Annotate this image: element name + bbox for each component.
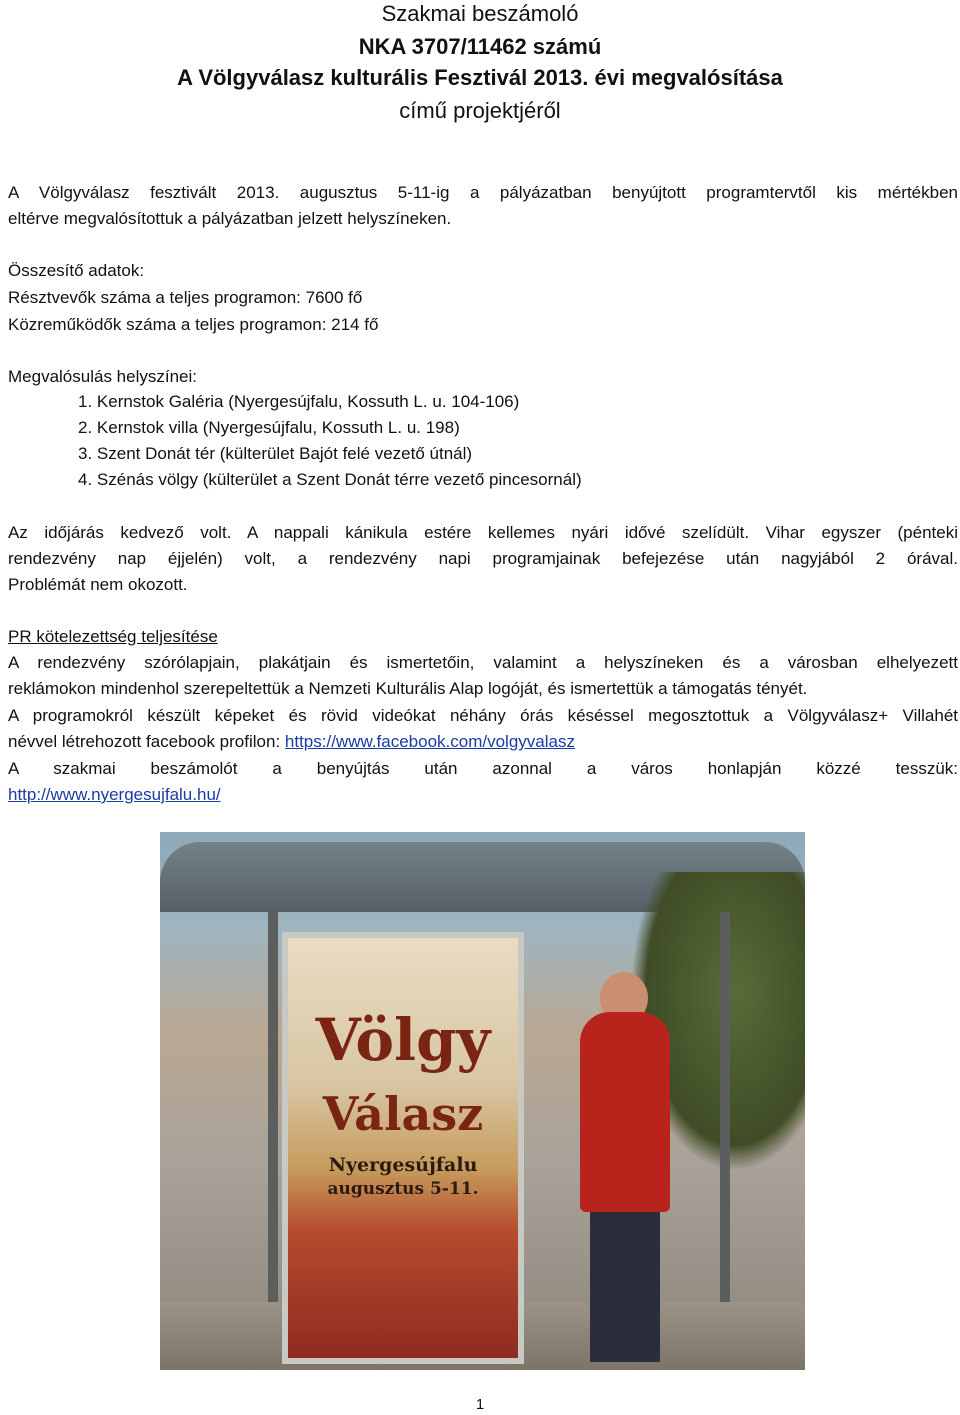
city-website-link[interactable]: http://www.nyergesujfalu.hu/ [8,785,221,804]
summary-participants: Résztvevők száma a teljes programon: 7600 fő [8,288,363,307]
poster-word: augusztus 5-11. [327,1179,479,1199]
poster-word: Völgy [315,1006,491,1074]
title-line-1: Szakmai beszámoló [381,1,579,26]
pr-p2-line-2 [8,729,958,755]
person-legs [590,1212,660,1362]
pr-p2-line-2-text: névvel létrehozott facebook profilon: [8,732,285,751]
venue-item: 4. Szénás völgy (külterület a Szent Donát térre vezető pincesornál) [78,470,582,489]
pr-p2-line-1: A programokról készült képeket és rövid videókat néhány órás késéssel megosztottuk a Völgyválasz+ Villahét [8,706,958,725]
intro-line-1: A Völgyválasz fesztivált 2013. augusztus 5-11-ig a pályázatban benyújtott programtervtől kis mértékben [8,183,958,202]
festival-poster [282,932,524,1364]
venue-item: 2. Kernstok villa (Nyergesújfalu, Kossuth L. u. 198) [78,418,460,437]
venue-item: 3. Szent Donát tér (külterület Bajót felé vezető útnál) [78,444,473,463]
weather-line-1: Az időjárás kedvező volt. A nappali kánikula estére kellemes nyári idővé szelídült. Vihar egyszer (pénteki [8,523,958,542]
page-number: 1 [475,1396,485,1413]
venues-heading: Megvalósulás helyszínei: [8,367,197,386]
poster-word: Válasz [322,1087,484,1141]
summary-heading: Összesítő adatok: [8,261,145,280]
pr-p1-line-2: reklámokon mindenhol szerepeltettük a Nemzeti Kulturális Alap logóját, és ismertettük a támogatás tényét. [8,679,808,698]
weather-line-3: Problémát nem okozott. [8,575,188,594]
poster-word: Nyergesújfalu [328,1154,478,1176]
intro-line-2: eltérve megvalósítottuk a pályázatban jelzett helyszíneken. [8,209,452,228]
person-red-shirt [580,1012,670,1212]
title-line-4: című projektjéről [399,98,561,123]
venue-item: 1. Kernstok Galéria (Nyergesújfalu, Kossuth L. u. 104-106) [78,392,520,411]
pr-p3-line-2 [8,782,958,808]
title-line-3: A Völgyválasz kulturális Fesztivál 2013. évi megvalósítása [177,65,783,90]
festival-poster-photo [160,832,805,1370]
title-line-2: NKA 3707/11462 számú [358,34,602,59]
summary-contributors: Közreműködők száma a teljes programon: 214 fő [8,315,379,334]
facebook-link[interactable]: https://www.facebook.com/volgyvalasz [284,732,575,751]
pr-p1-line-1: A rendezvény szórólapjain, plakátjain és ismertetőin, valamint a helyszíneken és a városban elhelyezett [8,653,958,672]
pr-p3-line-1: A szakmai beszámolót a benyújtás után azonnal a város honlapján közzé tesszük: [8,759,958,778]
weather-line-2: rendezvény nap éjjelén) volt, a rendezvény napi programjainak befejezése után nagyjából 2 órával. [8,549,958,568]
pr-heading: PR kötelezettség teljesítése [8,627,218,646]
